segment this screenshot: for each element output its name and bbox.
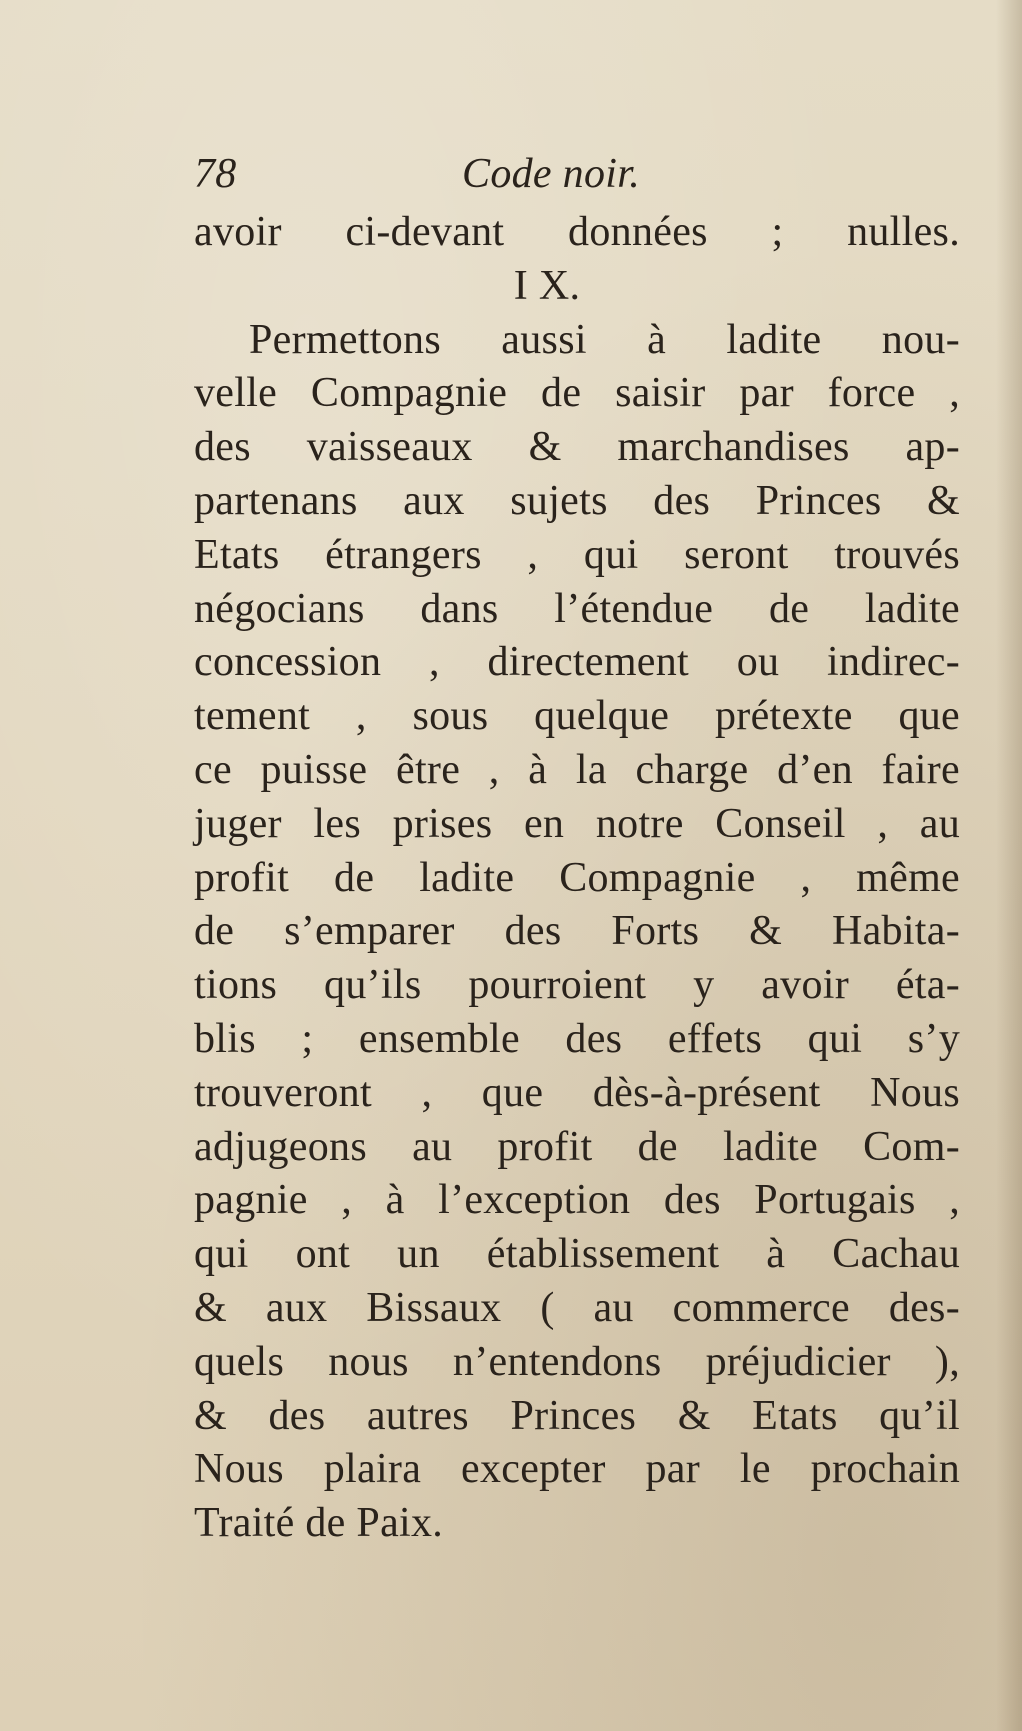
text-line: de s’emparer des Forts & Habita- <box>194 908 960 955</box>
page-edge-shadow <box>996 0 1022 1731</box>
article-heading: I X. <box>513 262 581 309</box>
text-line: blis ; ensemble des effets qui s’y <box>194 1015 960 1062</box>
text-line: quels nous n’entendons préjudicier ), <box>194 1338 960 1385</box>
text-line: pagnie , à l’exception des Portugais , <box>194 1177 960 1224</box>
text-line: ce puisse être , à la charge d’en faire <box>194 746 960 793</box>
text-line: négocians dans l’étendue de ladite <box>194 585 960 632</box>
text-line: tement , sous quelque prétexte que <box>194 693 960 740</box>
text-line: Traité de Paix. <box>194 1500 444 1547</box>
text-line: juger les prises en notre Conseil , au <box>194 800 960 847</box>
text-line: trouveront , que dès-à-présent Nous <box>194 1069 960 1116</box>
text-line: concession , directement ou indirec- <box>194 639 960 686</box>
text-line: adjugeons au profit de ladite Com- <box>194 1123 960 1170</box>
text-line: partenans aux sujets des Princes & <box>194 477 960 524</box>
page-number: 78 <box>194 151 237 197</box>
text-line: velle Compagnie de saisir par force , <box>194 370 960 417</box>
text-line: tions qu’ils pourroient y avoir éta- <box>194 962 960 1009</box>
text-line: profit de ladite Compagnie , même <box>194 854 960 901</box>
text-line: & des autres Princes & Etats qu’il <box>194 1392 960 1439</box>
text-line: & aux Bissaux ( au commerce des- <box>194 1284 960 1331</box>
running-title: Code noir. <box>462 151 641 197</box>
text-line: Nous plaira excepter par le prochain <box>194 1446 960 1493</box>
text-line: Permettons aussi à ladite nou- <box>249 316 960 363</box>
text-line: avoir ci-devant données ; nulles. <box>194 209 960 255</box>
text-block <box>194 148 960 1551</box>
text-line: des vaisseaux & marchandises ap- <box>194 424 960 471</box>
page-header <box>194 148 960 206</box>
text-line: qui ont un établissement à Cachau <box>194 1231 960 1278</box>
text-line: Etats étrangers , qui seront trouvés <box>194 531 960 578</box>
